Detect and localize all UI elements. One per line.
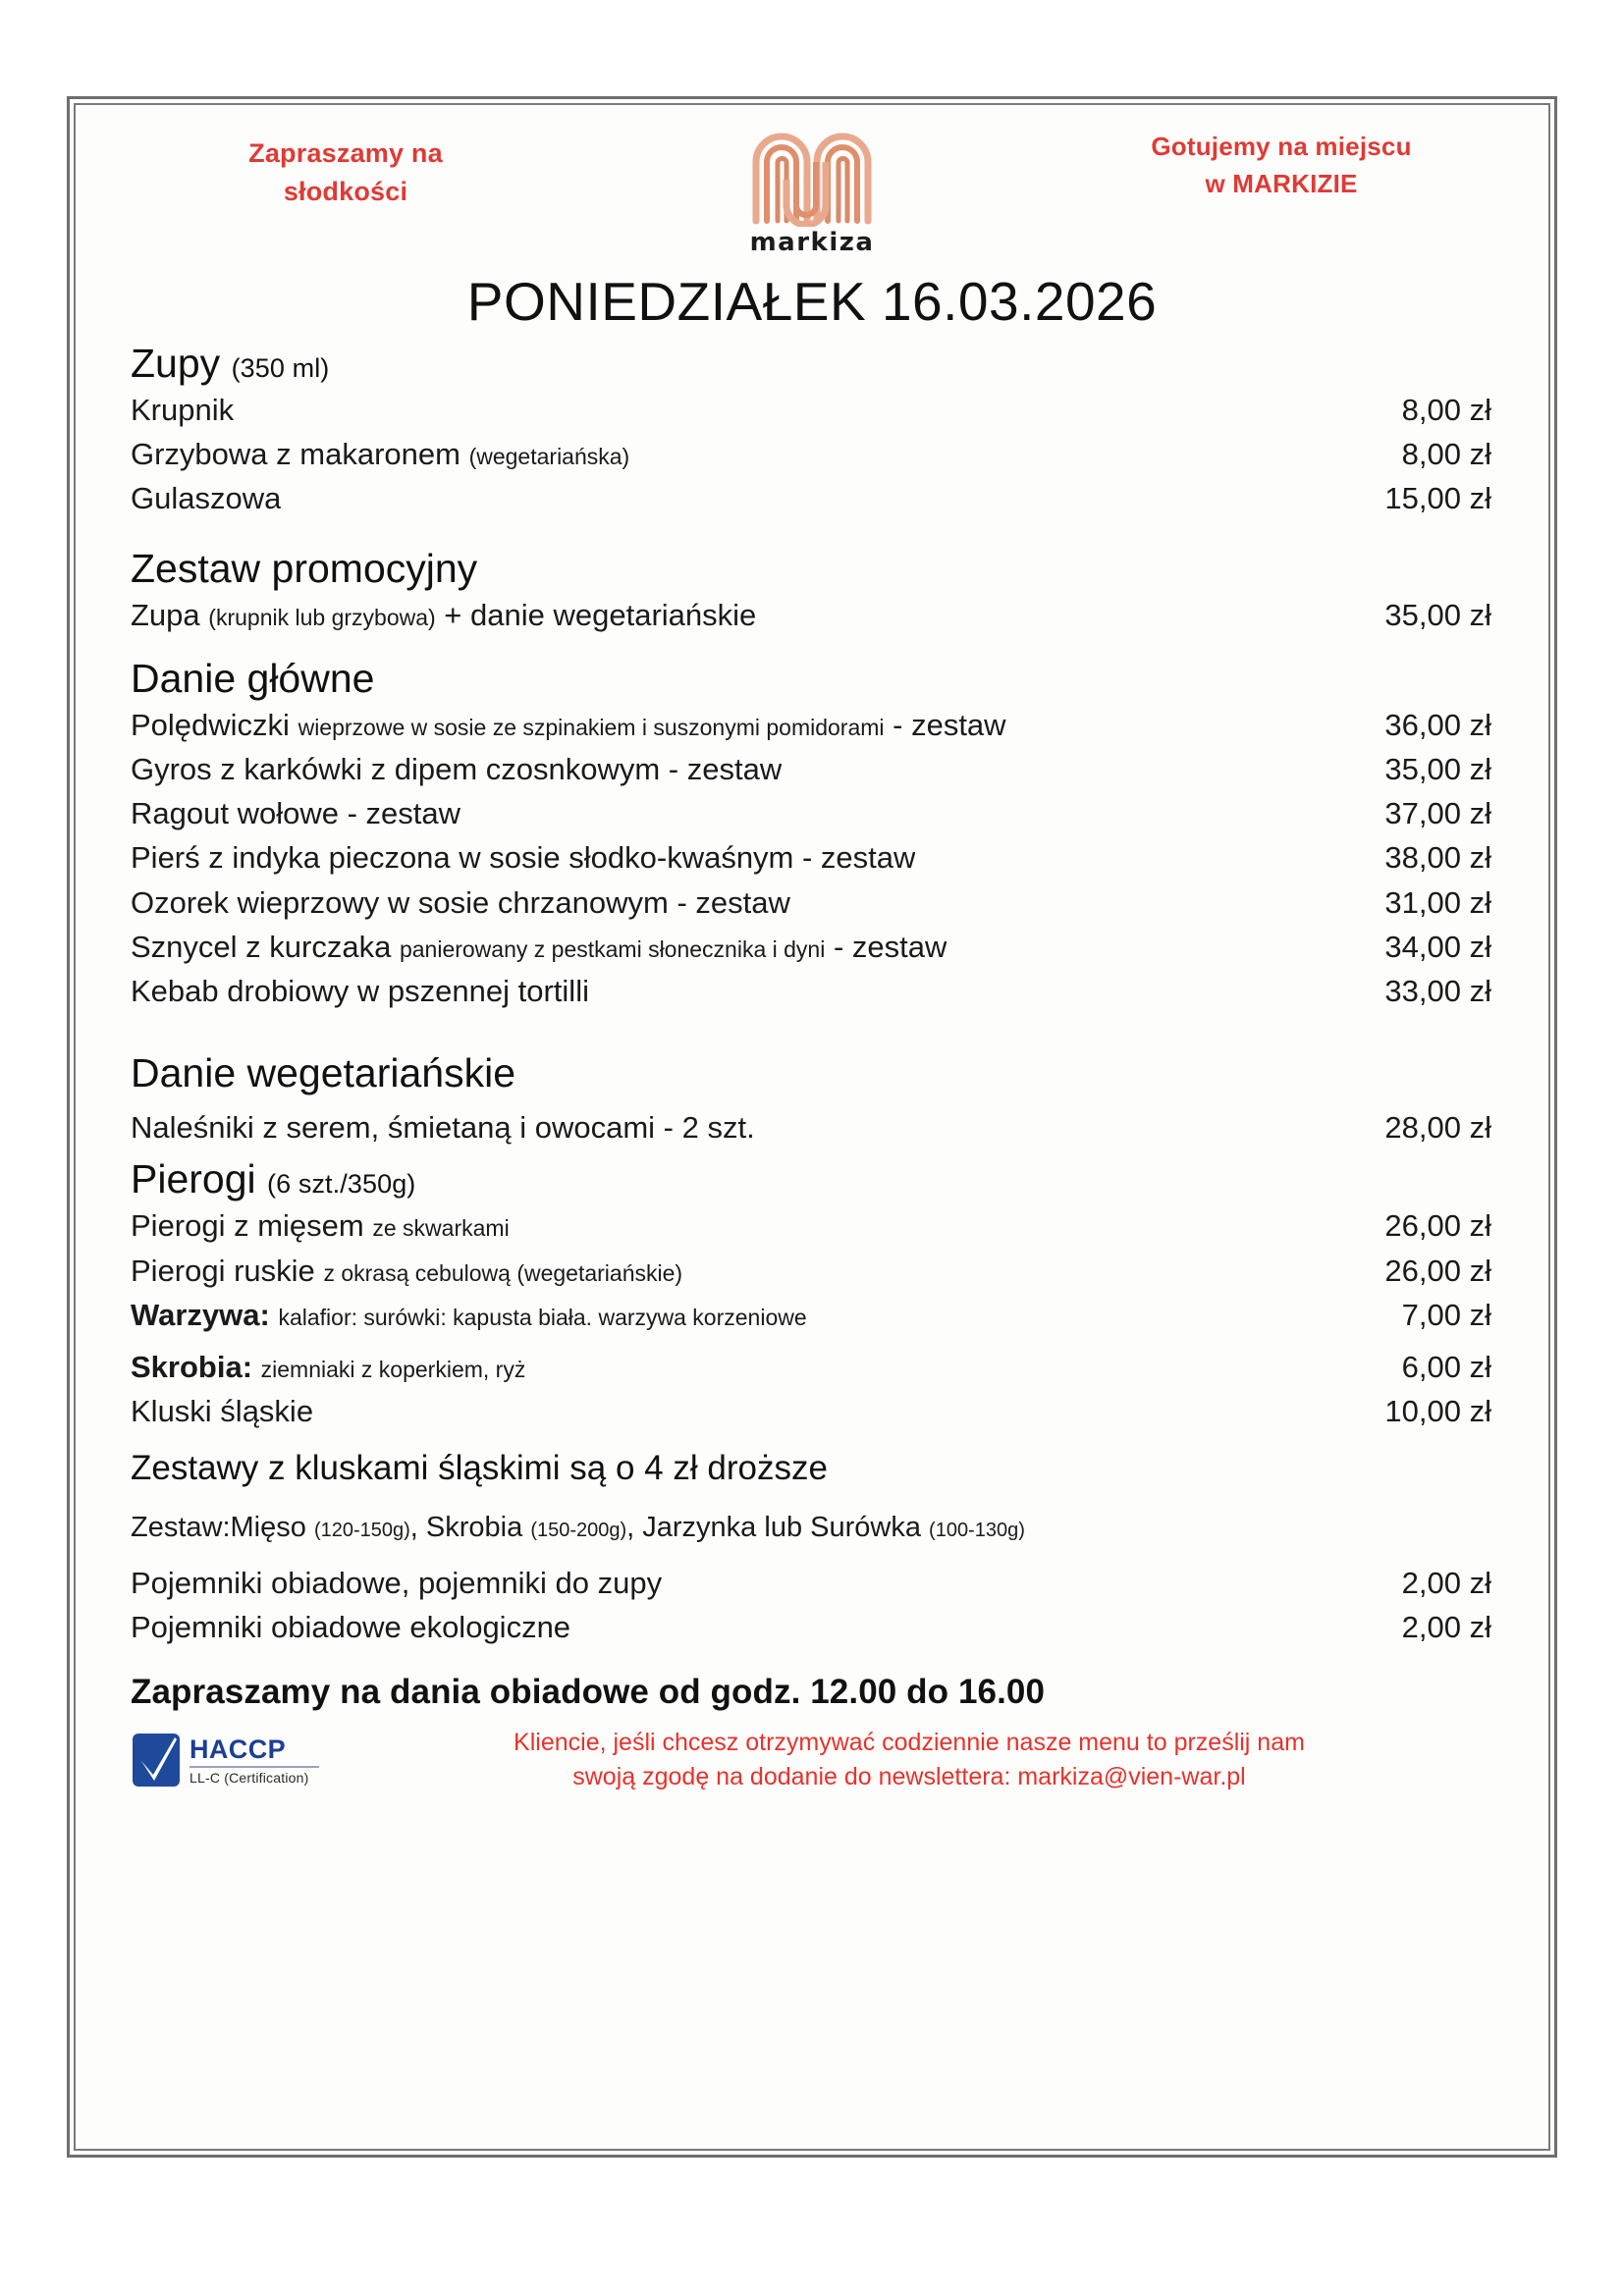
menu-row	[131, 388, 1491, 432]
menu-item-desc: z okrasą cebulową (wegetariańskie)	[323, 1259, 683, 1286]
newsletter-invitation	[337, 1726, 1491, 1795]
haccp-checkmark-icon	[131, 1732, 182, 1789]
menu-item-price: 7,00 zł	[1401, 1297, 1491, 1332]
menu-item-name: Kluski śląskie	[131, 1394, 314, 1429]
menu-item-price: 15,00 zł	[1384, 481, 1491, 516]
menu-item-title: Skrobia:	[131, 1350, 253, 1385]
menu-item-title: Sznycel z kurczaka	[131, 929, 392, 964]
menu-item-name	[131, 705, 1006, 745]
section-heading-zestaw-promocyjny: Zestaw promocyjny	[131, 546, 478, 592]
menu-item-price: 34,00 zł	[1384, 929, 1491, 964]
menu-row-kluski	[131, 1389, 1491, 1433]
menu-item-price: 2,00 zł	[1401, 1609, 1491, 1644]
menu-row	[131, 969, 1491, 1013]
zestaw-definition-note	[131, 1490, 1491, 1547]
menu-item-price: 10,00 zł	[1384, 1394, 1491, 1429]
menu-row	[131, 925, 1491, 969]
menu-item-name: Pojemniki obiadowe ekologiczne	[131, 1609, 571, 1644]
menu-item-title: Pierogi ruskie	[131, 1253, 315, 1288]
zestaw-def-veg-grams: (100-130g)	[929, 1520, 1025, 1542]
menu-item-price: 35,00 zł	[1384, 751, 1491, 786]
kluski-surcharge-note: Zestawy z kluskami śląskimi są o 4 zł droższe	[131, 1448, 828, 1487]
menu-page	[74, 103, 1550, 2151]
menu-page-frame	[67, 96, 1557, 2158]
menu-row	[131, 835, 1491, 880]
menu-item-price: 35,00 zł	[1384, 598, 1491, 633]
section-heading-pierogi-label: Pierogi	[131, 1156, 256, 1202]
menu-item-name	[131, 434, 629, 474]
page-header	[76, 105, 1548, 274]
menu-item-name: Ozorek wieprzowy w sosie chrzanowym - zestaw	[131, 884, 790, 920]
promo-cooked-onsite-note	[1075, 129, 1488, 202]
newsletter-line1: Kliencie, jeśli chcesz otrzymywać codziennie nasze menu to prześlij nam	[514, 1728, 1305, 1756]
menu-item-price: 8,00 zł	[1401, 392, 1491, 427]
menu-content	[76, 333, 1548, 1714]
menu-item-tail: + danie wegetariańskie	[444, 598, 757, 633]
promo-cooked-line1: Gotujemy na miejscu	[1151, 132, 1412, 161]
menu-item-name	[131, 927, 947, 967]
page-footer	[76, 1714, 1548, 1795]
page-title: PONIEDZIAŁEK 16.03.2026	[466, 271, 1158, 332]
menu-item-desc: kalafior: surówki: kapusta biała. warzywa korzeniowe	[278, 1304, 807, 1330]
menu-item-price: 28,00 zł	[1384, 1110, 1491, 1146]
promo-cooked-line2: w MARKIZIE	[1205, 168, 1358, 198]
section-heading-zupy-label: Zupy	[131, 340, 221, 386]
haccp-title: HACCP	[189, 1734, 287, 1764]
menu-item-desc: (wegetariańska)	[468, 443, 630, 469]
section-heading-pierogi-qty: (6 szt./350g)	[267, 1169, 416, 1200]
menu-item-price: 6,00 zł	[1401, 1350, 1491, 1385]
menu-item-name: Gulaszowa	[131, 481, 282, 516]
menu-item-name	[131, 595, 756, 635]
menu-item-desc: panierowany z pestkami słonecznika i dyni	[399, 935, 826, 962]
menu-row-side-starch	[131, 1345, 1491, 1389]
promo-sweets-line1: Zapraszamy na	[248, 138, 443, 168]
menu-item-price: 37,00 zł	[1384, 796, 1491, 831]
menu-item-tail: - zestaw	[893, 707, 1006, 742]
menu-item-price: 33,00 zł	[1384, 973, 1491, 1008]
zestaw-def-meat-grams: (120-150g)	[313, 1520, 410, 1542]
menu-item-name: Pojemniki obiadowe, pojemniki do zupy	[131, 1565, 663, 1600]
menu-item-price: 26,00 zł	[1384, 1208, 1491, 1244]
menu-item-title: Pierogi z mięsem	[131, 1208, 364, 1244]
menu-item-name: Krupnik	[131, 392, 235, 427]
zestaw-def-starch: , Skrobia	[409, 1512, 523, 1544]
menu-item-desc: wieprzowe w sosie ze szpinakiem i suszonymi pomidorami	[298, 714, 885, 740]
menu-item-name: Ragout wołowe - zestaw	[131, 796, 460, 831]
menu-item-tail: - zestaw	[833, 929, 947, 964]
menu-item-price: 36,00 zł	[1384, 707, 1491, 742]
haccp-subtitle: LL-C (Certification)	[189, 1769, 309, 1786]
menu-item-title: Zupa	[131, 598, 200, 633]
menu-row	[131, 1105, 1491, 1149]
markiza-logo	[719, 119, 905, 257]
menu-item-title: Grzybowa z makaronem	[131, 436, 460, 471]
menu-item-name: Gyros z karkówki z dipem czosnkowym - zestaw	[131, 751, 783, 786]
menu-item-title: Polędwiczki	[131, 707, 290, 742]
menu-item-desc: ze skwarkami	[372, 1215, 510, 1242]
section-heading-pierogi	[131, 1154, 1491, 1203]
menu-row	[131, 1203, 1491, 1248]
menu-row	[131, 703, 1491, 747]
section-heading-zupy	[131, 339, 1491, 388]
menu-item-name	[131, 1347, 525, 1387]
menu-item-price: 38,00 zł	[1384, 840, 1491, 876]
menu-item-desc: ziemniaki z koperkiem, ryż	[260, 1357, 526, 1383]
menu-row	[131, 747, 1491, 791]
menu-item-price: 26,00 zł	[1384, 1253, 1491, 1288]
promo-sweets-note	[203, 134, 488, 211]
menu-item-price: 2,00 zł	[1401, 1565, 1491, 1600]
opening-hours-note: Zapraszamy na dania obiadowe od godz. 12.00 do 16.00	[131, 1673, 1046, 1712]
menu-item-name	[131, 1251, 682, 1291]
menu-row	[131, 881, 1491, 925]
zestaw-def-starch-grams: (150-200g)	[530, 1520, 627, 1542]
menu-row	[131, 476, 1491, 520]
haccp-certification-logo	[131, 1732, 337, 1789]
markiza-logo-icon	[738, 119, 886, 227]
menu-row	[131, 432, 1491, 476]
haccp-text-block	[189, 1736, 319, 1785]
section-heading-danie-glowne: Danie główne	[131, 655, 375, 701]
menu-row-side-vegetables	[131, 1293, 1491, 1337]
menu-item-name	[131, 1205, 510, 1246]
menu-row	[131, 1249, 1491, 1293]
menu-item-price: 8,00 zł	[1401, 436, 1491, 471]
menu-item-price: 31,00 zł	[1384, 884, 1491, 920]
zestaw-def-meat: Zestaw:Mięso	[131, 1512, 306, 1544]
zestaw-def-veg: , Jarzynka lub Surówka	[626, 1512, 921, 1544]
promo-sweets-line2: słodkości	[283, 177, 408, 207]
menu-row-container	[131, 1561, 1491, 1605]
menu-item-desc: (krupnik lub grzybowa)	[208, 605, 436, 631]
menu-item-name: Naleśniki z serem, śmietaną i owocami - 2 szt.	[131, 1110, 755, 1146]
menu-item-name	[131, 1295, 807, 1335]
menu-item-name: Pierś z indyka pieczona w sosie słodko-kwaśnym - zestaw	[131, 840, 916, 876]
haccp-divider	[189, 1766, 319, 1768]
section-heading-zupy-qty: (350 ml)	[231, 352, 330, 383]
menu-row	[131, 791, 1491, 835]
menu-item-name: Kebab drobiowy w pszennej tortilli	[131, 973, 589, 1008]
menu-row-container	[131, 1605, 1491, 1649]
menu-row	[131, 593, 1491, 637]
menu-item-title: Warzywa:	[131, 1297, 270, 1332]
newsletter-line2: swoją zgodę na dodanie do newslettera: markiza@vien-war.pl	[572, 1763, 1246, 1791]
section-heading-danie-wegetarianskie: Danie wegetariańskie	[131, 1050, 516, 1096]
markiza-logo-wordmark: markiza	[749, 228, 875, 257]
